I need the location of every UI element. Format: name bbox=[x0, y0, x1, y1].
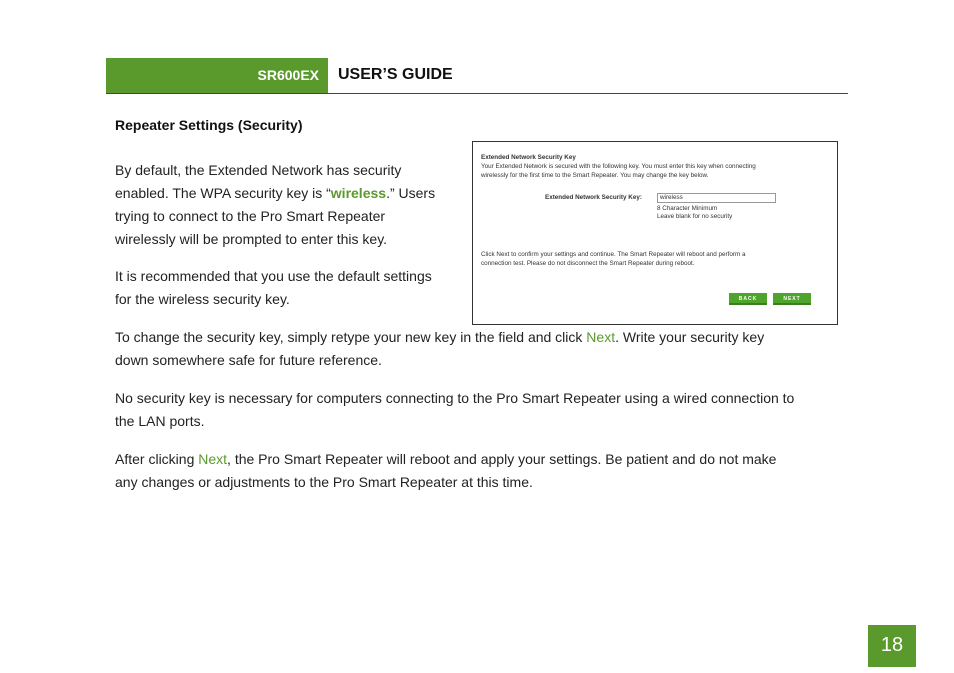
security-key-input[interactable]: wireless bbox=[657, 193, 776, 203]
next-button[interactable]: NEXT bbox=[773, 293, 811, 305]
paragraph-wired bbox=[115, 387, 794, 433]
model-name: SR600EX bbox=[257, 67, 319, 83]
screenshot-confirm-text: Click Next to confirm your settings and continue. The Smart Repeater will reboot and perform a connection test. Please do not disconnect the Smart Repeater during reboot. bbox=[481, 251, 746, 267]
paragraph-line: After clicking Next, the Pro Smart Repeater will reboot and apply your settings. Be patient and do not make bbox=[115, 451, 777, 467]
paragraph-line: for the wireless security key. bbox=[115, 291, 290, 307]
screenshot-description: Your Extended Network is secured with the following key. You must enter this key when connecting wirelessly for the first time to the Smart Repeater. You may change the key below. bbox=[481, 163, 756, 179]
header-bar bbox=[106, 58, 328, 93]
paragraph-line: down somewhere safe for future reference. bbox=[115, 352, 382, 368]
page-number: 18 bbox=[868, 625, 916, 667]
paragraph-line: trying to connect to the Pro Smart Repeater bbox=[115, 208, 386, 224]
back-button[interactable]: BACK bbox=[729, 293, 767, 305]
paragraph-line: No security key is necessary for computers connecting to the Pro Smart Repeater using a wired connection to bbox=[115, 390, 795, 406]
paragraph-recommendation bbox=[115, 265, 432, 311]
guide-title: USER’S GUIDE bbox=[338, 66, 453, 83]
paragraph-line: any changes or adjustments to the Pro Smart Repeater at this time. bbox=[115, 474, 533, 490]
paragraph-change-key bbox=[115, 326, 764, 372]
screenshot-title: Extended Network Security Key bbox=[481, 154, 576, 161]
security-key-screenshot bbox=[472, 141, 838, 325]
next-reference: Next bbox=[198, 451, 228, 467]
security-key-highlight: wireless bbox=[330, 185, 387, 201]
security-key-label: Extended Network Security Key: bbox=[545, 194, 642, 201]
next-reference: Next bbox=[586, 329, 616, 345]
paragraph-line: It is recommended that you use the default settings bbox=[115, 268, 432, 284]
paragraph-line: To change the security key, simply retype your new key in the field and click Next. Write your security key bbox=[115, 329, 765, 345]
paragraph-line: the LAN ports. bbox=[115, 413, 205, 429]
paragraph-line: enabled. The WPA security key is “wireless.” Users bbox=[115, 185, 436, 201]
header-divider bbox=[106, 93, 848, 94]
paragraph-default-security bbox=[115, 159, 435, 251]
key-hint-blank: Leave blank for no security bbox=[657, 213, 733, 220]
paragraph-line: wirelessly will be prompted to enter this key. bbox=[115, 231, 388, 247]
paragraph-line: By default, the Extended Network has security bbox=[115, 162, 402, 178]
paragraph-reboot bbox=[115, 448, 776, 494]
section-heading: Repeater Settings (Security) bbox=[115, 117, 303, 133]
key-hint-minimum: 8 Character Minimum bbox=[657, 205, 718, 212]
